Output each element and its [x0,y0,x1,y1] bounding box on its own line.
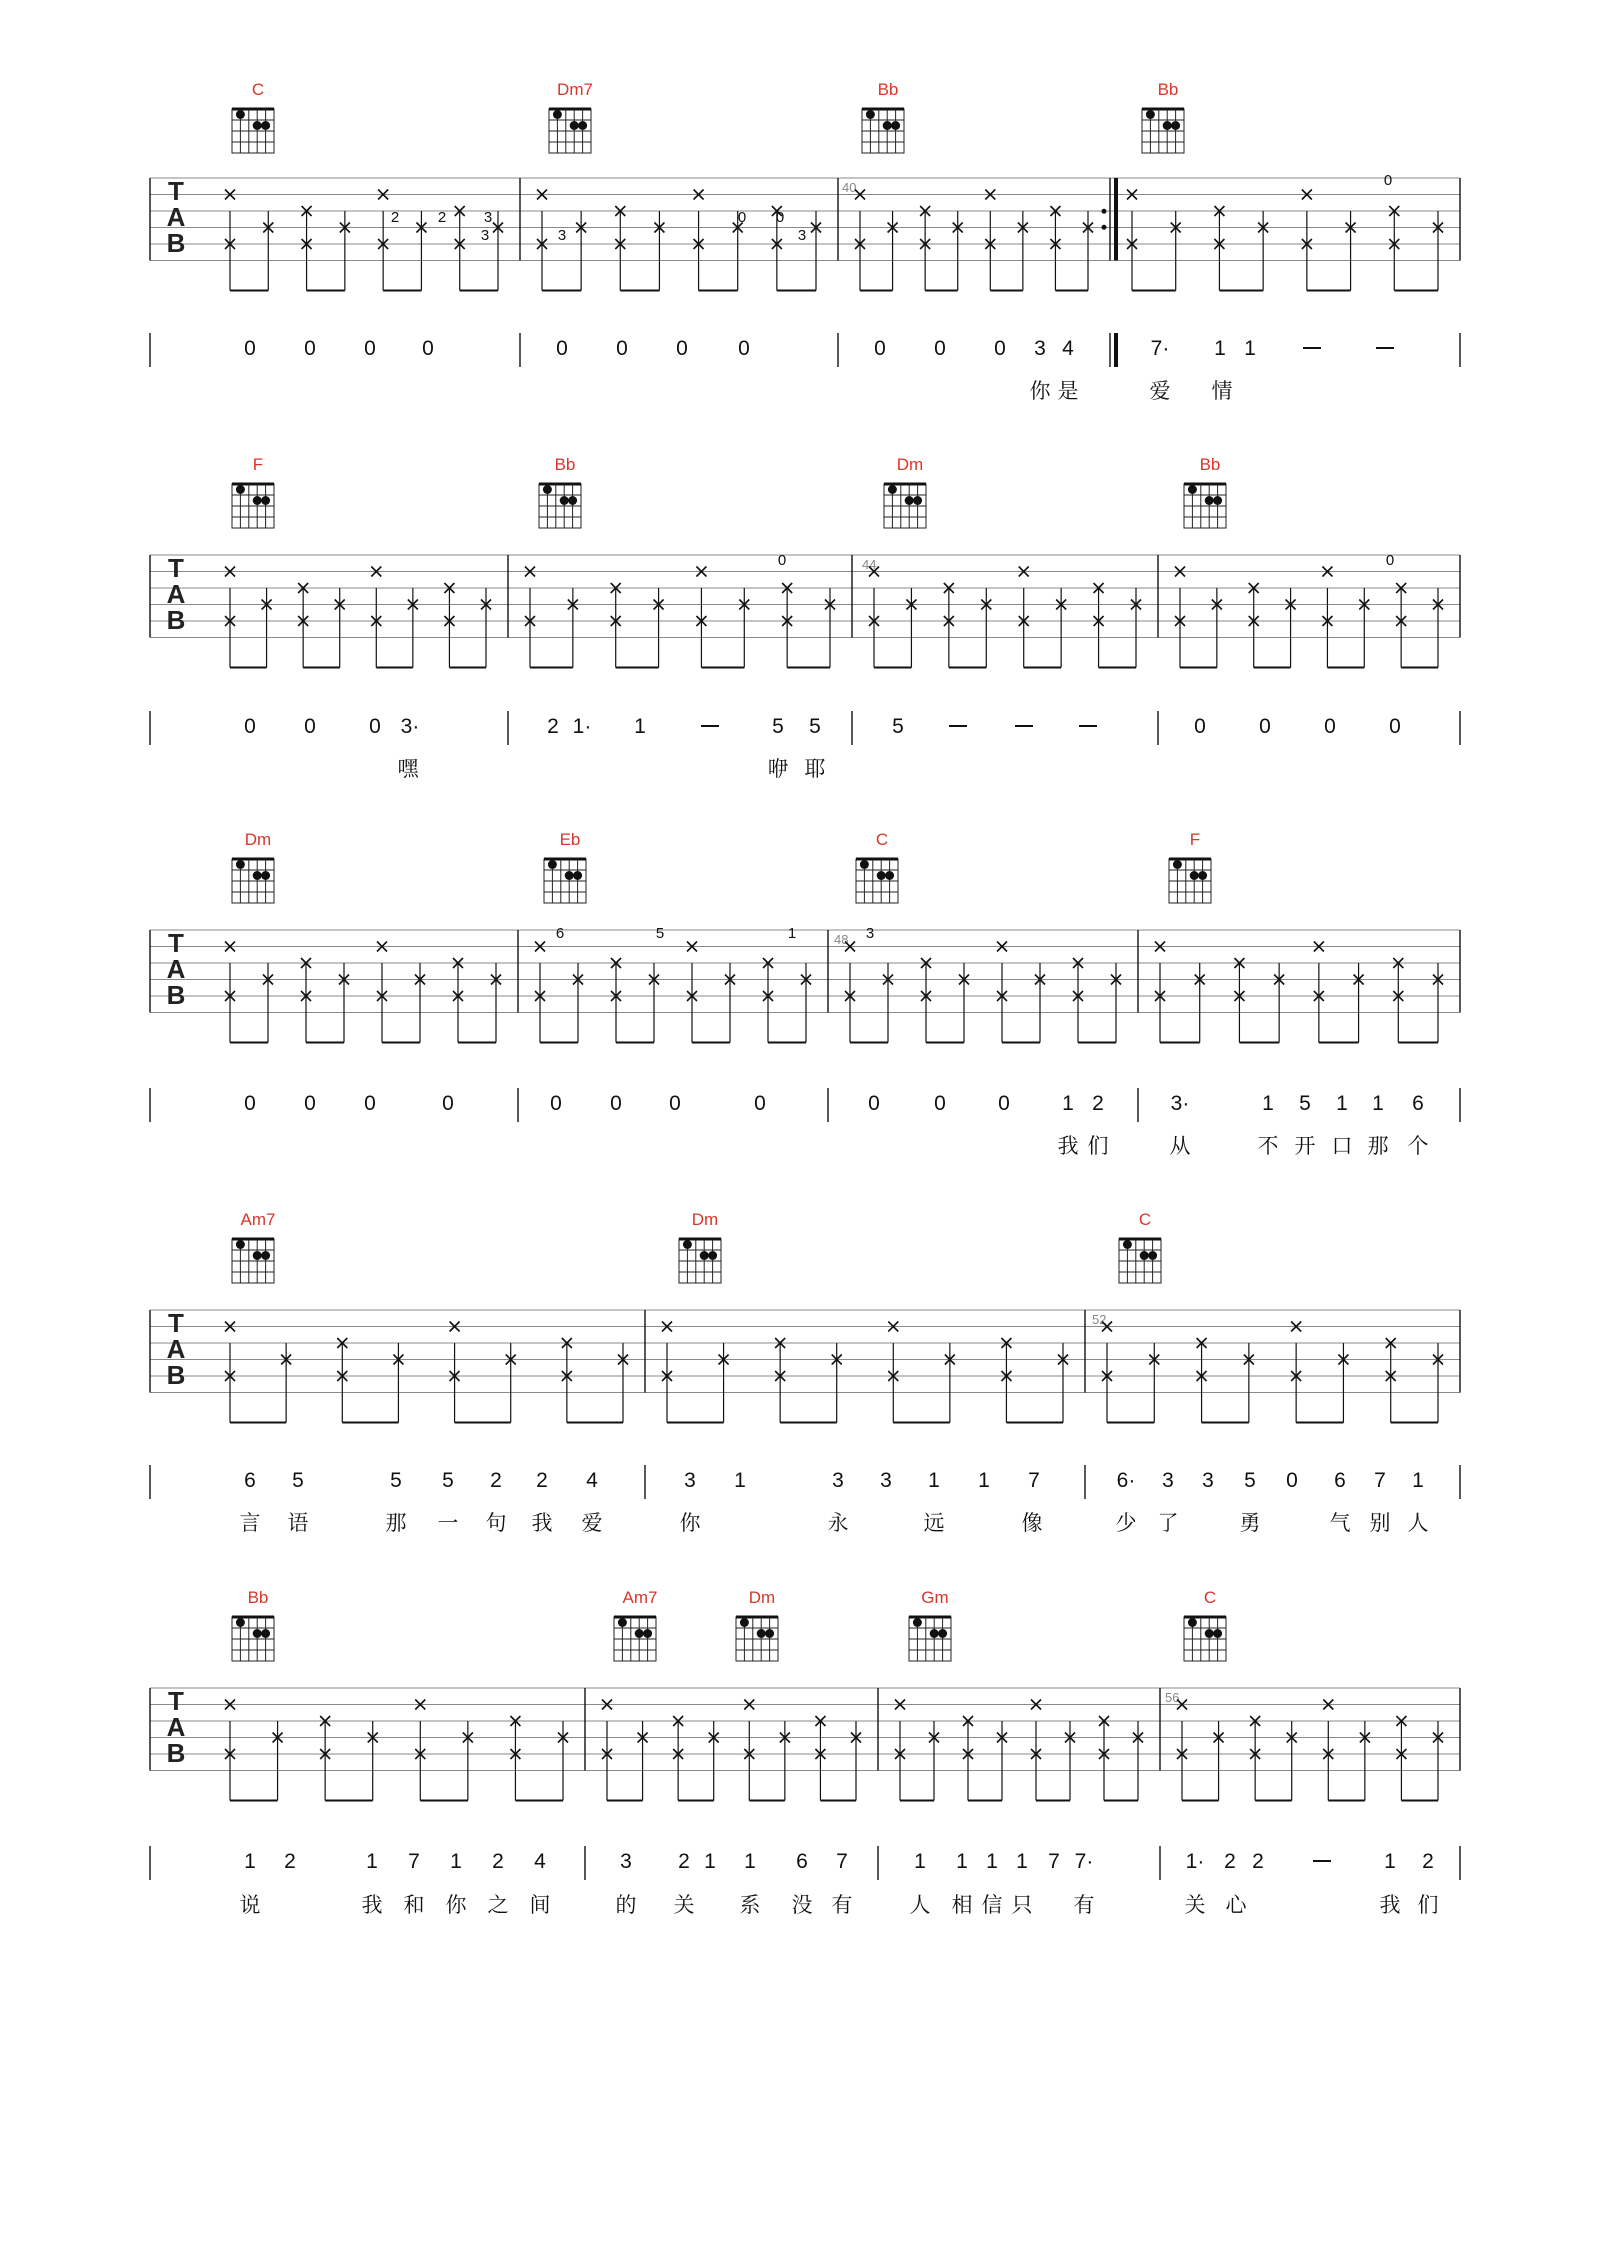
chord-finger-dot [1173,860,1182,869]
jianpu-note: 3· [1170,1092,1190,1115]
jianpu-note: 7 [1374,1469,1386,1492]
chord-finger-dot [560,496,569,505]
chord-finger-dot [1171,121,1180,130]
jianpu-note: 0 [244,715,256,738]
lyric-char: 和 [403,1893,425,1917]
jianpu-note: 0 [556,337,568,360]
chord-finger-dot [913,496,922,505]
chord-name: Eb [559,830,581,849]
jianpu-note: 0 [304,715,316,738]
jianpu-note: 1 [244,1850,256,1873]
chord-finger-dot [261,871,270,880]
measure-number: 48 [834,932,849,947]
chord-finger-dot [261,121,270,130]
fret-number: 1 [787,925,797,942]
chord-name: Am7 [622,1588,658,1607]
tab-clef-letter: T [168,1686,184,1716]
chord-finger-dot [236,1240,245,1249]
chord-finger-dot [866,110,875,119]
chord-finger-dot [253,1629,262,1638]
lyric-char: 了 [1157,1511,1179,1535]
jianpu-note: 7· [1150,337,1170,360]
fret-number: 3 [483,209,493,226]
jianpu-note: 0 [1389,715,1401,738]
tab-clef-letter: A [166,1712,186,1742]
jianpu-note: 2 [547,715,559,738]
lyric-char: 人 [1407,1511,1429,1535]
jianpu-note: 0 [364,337,376,360]
fret-number: 3 [865,925,875,942]
jianpu-note: 2 [1252,1850,1264,1873]
lyric-char: 永 [827,1511,849,1535]
chord-finger-dot [1146,110,1155,119]
chord-finger-dot [1163,121,1172,130]
lyric-char: 你 [679,1511,701,1535]
jianpu-note: 0 [998,1092,1010,1115]
jianpu-note: 3 [684,1469,696,1492]
lyric-char: 从 [1169,1134,1191,1158]
lyric-char: 勇 [1239,1511,1261,1535]
chord-finger-dot [573,871,582,880]
lyric-char: 有 [831,1893,853,1917]
jianpu-note: 7· [1074,1850,1094,1873]
jianpu-note: 0 [442,1092,454,1115]
jianpu-note: 2 [536,1469,548,1492]
lyric-char: 是 [1057,379,1079,403]
lyric-char: 们 [1087,1134,1109,1158]
jianpu-note: 0 [1324,715,1336,738]
jianpu-note: 1 [1016,1850,1028,1873]
chord-finger-dot [618,1618,627,1627]
jianpu-note: 7 [408,1850,420,1873]
chord-name: Dm7 [557,80,593,99]
tab-clef-letter: T [168,1308,184,1338]
system-4 [150,1210,1460,1535]
tab-clef-letter: B [166,980,186,1010]
fret-number: 3 [797,227,807,244]
jianpu-note: 3 [620,1850,632,1873]
chord-finger-dot [253,121,262,130]
chord-finger-dot [1205,496,1214,505]
chord-finger-dot [253,871,262,880]
jianpu-note: 0 [610,1092,622,1115]
jianpu-note: 1 [634,715,646,738]
chord-name: F [1189,830,1201,849]
jianpu-note: 0 [304,1092,316,1115]
jianpu-note: 0 [934,337,946,360]
jianpu-note: 6 [1412,1092,1424,1115]
tab-clef-letter: A [166,202,186,232]
system-1 [150,80,1460,403]
chord-name: Bb [247,1588,269,1607]
jianpu-note: 6· [1116,1469,1136,1492]
lyric-char: 你 [1029,379,1051,403]
jianpu-note: 1 [450,1850,462,1873]
lyric-char: 有 [1073,1893,1095,1917]
fret-number: 3 [480,227,490,244]
lyric-char: 爱 [581,1511,603,1535]
jianpu-note: 3· [400,715,420,738]
lyric-char: 情 [1211,379,1233,403]
chord-finger-dot [913,1618,922,1627]
chord-name: Bb [1199,455,1221,474]
lyric-char: 们 [1417,1893,1439,1917]
jianpu-note: 0 [616,337,628,360]
chord-finger-dot [885,871,894,880]
lyric-char: 只 [1011,1893,1033,1917]
lyric-char: 我 [1379,1893,1401,1917]
lyric-char: 心 [1225,1893,1247,1917]
lyric-char: 信 [981,1893,1003,1917]
lyric-char: 开 [1294,1134,1316,1158]
lyric-char: 之 [487,1893,509,1917]
jianpu-note: 7 [1028,1469,1040,1492]
measure-number: 40 [842,180,857,195]
system-3 [150,830,1460,1158]
chord-finger-dot [1198,871,1207,880]
chord-finger-dot [883,121,892,130]
jianpu-note: 3 [1034,337,1046,360]
chord-finger-dot [553,110,562,119]
fret-number: 0 [775,209,785,226]
tab-clef-letter: B [166,228,186,258]
chord-finger-dot [905,496,914,505]
jianpu-note: 7 [1048,1850,1060,1873]
chord-finger-dot [236,485,245,494]
jianpu-note: 3 [832,1469,844,1492]
tab-clef-letter: B [166,1738,186,1768]
chord-name: C [1203,1588,1217,1607]
chord-finger-dot [1188,1618,1197,1627]
lyric-char: 我 [531,1511,553,1535]
jianpu-note: 1 [704,1850,716,1873]
jianpu-note: 5 [1299,1092,1311,1115]
fret-number: 0 [1385,552,1395,569]
chord-finger-dot [643,1629,652,1638]
jianpu-note: 3 [1202,1469,1214,1492]
jianpu-note: 1 [366,1850,378,1873]
lyric-char: 像 [1021,1511,1043,1535]
fret-number: 0 [777,552,787,569]
jianpu-note: 0 [874,337,886,360]
chord-finger-dot [635,1629,644,1638]
lyric-char: 那 [1367,1134,1389,1158]
lyric-char: 系 [739,1893,761,1917]
chord-finger-dot [1188,485,1197,494]
chord-finger-dot [261,1629,270,1638]
jianpu-note: 1 [1372,1092,1384,1115]
jianpu-note: 1 [734,1469,746,1492]
jianpu-note: 0 [244,1092,256,1115]
chord-name: Dm [748,1588,776,1607]
lyric-char: 关 [1184,1893,1206,1917]
fret-number: 3 [557,227,567,244]
measure-number: 52 [1092,1312,1107,1327]
jianpu-note: 1 [928,1469,940,1492]
jianpu-note: 6 [244,1469,256,1492]
chord-name: Dm [691,1210,719,1229]
tab-clef-letter: A [166,1334,186,1364]
jianpu-note: 4 [586,1469,598,1492]
lyric-char: 不 [1257,1134,1279,1158]
jianpu-note: 6 [796,1850,808,1873]
jianpu-note: 5 [442,1469,454,1492]
lyric-char: 爱 [1149,379,1171,403]
chord-finger-dot [888,485,897,494]
tab-clef-letter: A [166,954,186,984]
lyric-char: 个 [1407,1134,1429,1158]
jianpu-note: 6 [1334,1469,1346,1492]
tab-clef-letter: T [168,928,184,958]
fret-number: 2 [390,209,400,226]
jianpu-note: 0 [422,337,434,360]
jianpu-note: 0 [738,337,750,360]
jianpu-note: 0 [994,337,1006,360]
jianpu-note: 0 [1259,715,1271,738]
fret-number: 0 [737,209,747,226]
jianpu-note: 5 [892,715,904,738]
chord-finger-dot [236,1618,245,1627]
jianpu-note: 2 [492,1850,504,1873]
tab-clef-letter: T [168,553,184,583]
chord-finger-dot [1190,871,1199,880]
jianpu-note: 1· [572,715,592,738]
lyric-char: 少 [1115,1511,1137,1535]
lyric-char: 我 [1057,1134,1079,1158]
jianpu-note: 7 [836,1850,848,1873]
lyric-char: 别 [1369,1511,1391,1535]
chord-finger-dot [565,871,574,880]
lyric-char: 间 [529,1893,551,1917]
chord-finger-dot [543,485,552,494]
system-5 [150,1588,1460,1917]
chord-finger-dot [578,121,587,130]
chord-finger-dot [261,496,270,505]
jianpu-note: 4 [534,1850,546,1873]
jianpu-note: 0 [1286,1469,1298,1492]
chord-finger-dot [1140,1251,1149,1260]
jianpu-note: 1 [986,1850,998,1873]
lyric-char: 你 [445,1893,467,1917]
jianpu-note: 1 [1262,1092,1274,1115]
jianpu-note: 0 [934,1092,946,1115]
chord-finger-dot [1148,1251,1157,1260]
chord-name: Bb [1157,80,1179,99]
fret-number: 2 [437,209,447,226]
fret-number: 0 [1383,172,1393,189]
measure-number: 44 [862,557,877,572]
fret-number: 5 [655,925,665,942]
chord-finger-dot [261,1251,270,1260]
jianpu-note: 5 [772,715,784,738]
chord-finger-dot [930,1629,939,1638]
chord-name: Dm [896,455,924,474]
jianpu-note: 5 [809,715,821,738]
jianpu-note: 1 [1336,1092,1348,1115]
jianpu-note: 2 [1092,1092,1104,1115]
chord-finger-dot [938,1629,947,1638]
tab-clef-letter: T [168,176,184,206]
measure-number: 56 [1165,1690,1180,1705]
chord-finger-dot [891,121,900,130]
jianpu-note: 2 [490,1469,502,1492]
chord-name: Bb [554,455,576,474]
lyric-char: 我 [361,1893,383,1917]
chord-name: C [251,80,265,99]
jianpu-note: 0 [364,1092,376,1115]
jianpu-note: 1 [1214,337,1226,360]
chord-finger-dot [570,121,579,130]
jianpu-note: 0 [868,1092,880,1115]
chord-name: C [875,830,889,849]
chord-finger-dot [236,860,245,869]
jianpu-note: 1 [978,1469,990,1492]
jianpu-note: 2 [678,1850,690,1873]
chord-finger-dot [740,1618,749,1627]
jianpu-note: 1 [914,1850,926,1873]
chord-finger-dot [757,1629,766,1638]
chord-finger-dot [236,110,245,119]
jianpu-note: 1· [1185,1850,1205,1873]
jianpu-note: 2 [1422,1850,1434,1873]
jianpu-note: 5 [390,1469,402,1492]
chord-name: Am7 [240,1210,276,1229]
lyric-char: 句 [485,1511,507,1535]
jianpu-note: 5 [1244,1469,1256,1492]
chord-finger-dot [568,496,577,505]
jianpu-note: 0 [1194,715,1206,738]
jianpu-note: 1 [1384,1850,1396,1873]
jianpu-note: 5 [292,1469,304,1492]
lyric-char: 那 [385,1511,407,1535]
lyric-char: 语 [287,1511,309,1535]
fret-number: 6 [555,925,565,942]
chord-finger-dot [253,1251,262,1260]
jianpu-note: 1 [1412,1469,1424,1492]
chord-finger-dot [548,860,557,869]
lyric-char: 人 [909,1893,931,1917]
jianpu-note: 4 [1062,337,1074,360]
chord-finger-dot [1213,496,1222,505]
lyric-char: 说 [239,1893,261,1917]
jianpu-note: 2 [1224,1850,1236,1873]
chord-finger-dot [1213,1629,1222,1638]
chord-finger-dot [1123,1240,1132,1249]
jianpu-note: 1 [1062,1092,1074,1115]
jianpu-note: 0 [304,337,316,360]
tab-clef-letter: B [166,1360,186,1390]
tab-clef-letter: A [166,579,186,609]
chord-finger-dot [700,1251,709,1260]
lyric-char: 言 [239,1511,261,1535]
jianpu-note: 0 [676,337,688,360]
jianpu-note: 0 [550,1092,562,1115]
chord-name: Dm [244,830,272,849]
lyric-char: 没 [791,1893,813,1917]
lyric-char: 的 [615,1893,637,1917]
jianpu-note: 1 [956,1850,968,1873]
jianpu-note: 1 [744,1850,756,1873]
lyric-char: 一 [437,1511,459,1535]
lyric-char: 耶 [804,757,826,781]
chord-finger-dot [253,496,262,505]
lyric-char: 气 [1329,1511,1351,1535]
repeat-dot [1102,209,1107,214]
systems-layer [150,80,1460,1917]
lyric-char: 嘿 [397,757,419,781]
chord-finger-dot [765,1629,774,1638]
chord-name: F [252,455,264,474]
repeat-dot [1102,225,1107,230]
lyric-char: 咿 [767,757,789,781]
lyric-char: 关 [673,1893,695,1917]
jianpu-note: 1 [1244,337,1256,360]
chord-name: Bb [877,80,899,99]
lyric-char: 口 [1331,1134,1353,1158]
jianpu-note: 3 [1162,1469,1174,1492]
jianpu-note: 0 [369,715,381,738]
jianpu-note: 2 [284,1850,296,1873]
tab-clef-letter: B [166,605,186,635]
lyric-char: 相 [951,1893,973,1917]
chord-finger-dot [683,1240,692,1249]
jianpu-note: 0 [244,337,256,360]
jianpu-note: 0 [669,1092,681,1115]
jianpu-note: 0 [754,1092,766,1115]
chord-name: C [1138,1210,1152,1229]
chord-finger-dot [877,871,886,880]
jianpu-note: 3 [880,1469,892,1492]
chord-finger-dot [1205,1629,1214,1638]
chord-finger-dot [708,1251,717,1260]
system-2 [150,455,1460,781]
chord-finger-dot [860,860,869,869]
lyric-char: 远 [923,1511,945,1535]
chord-name: Gm [921,1588,949,1607]
